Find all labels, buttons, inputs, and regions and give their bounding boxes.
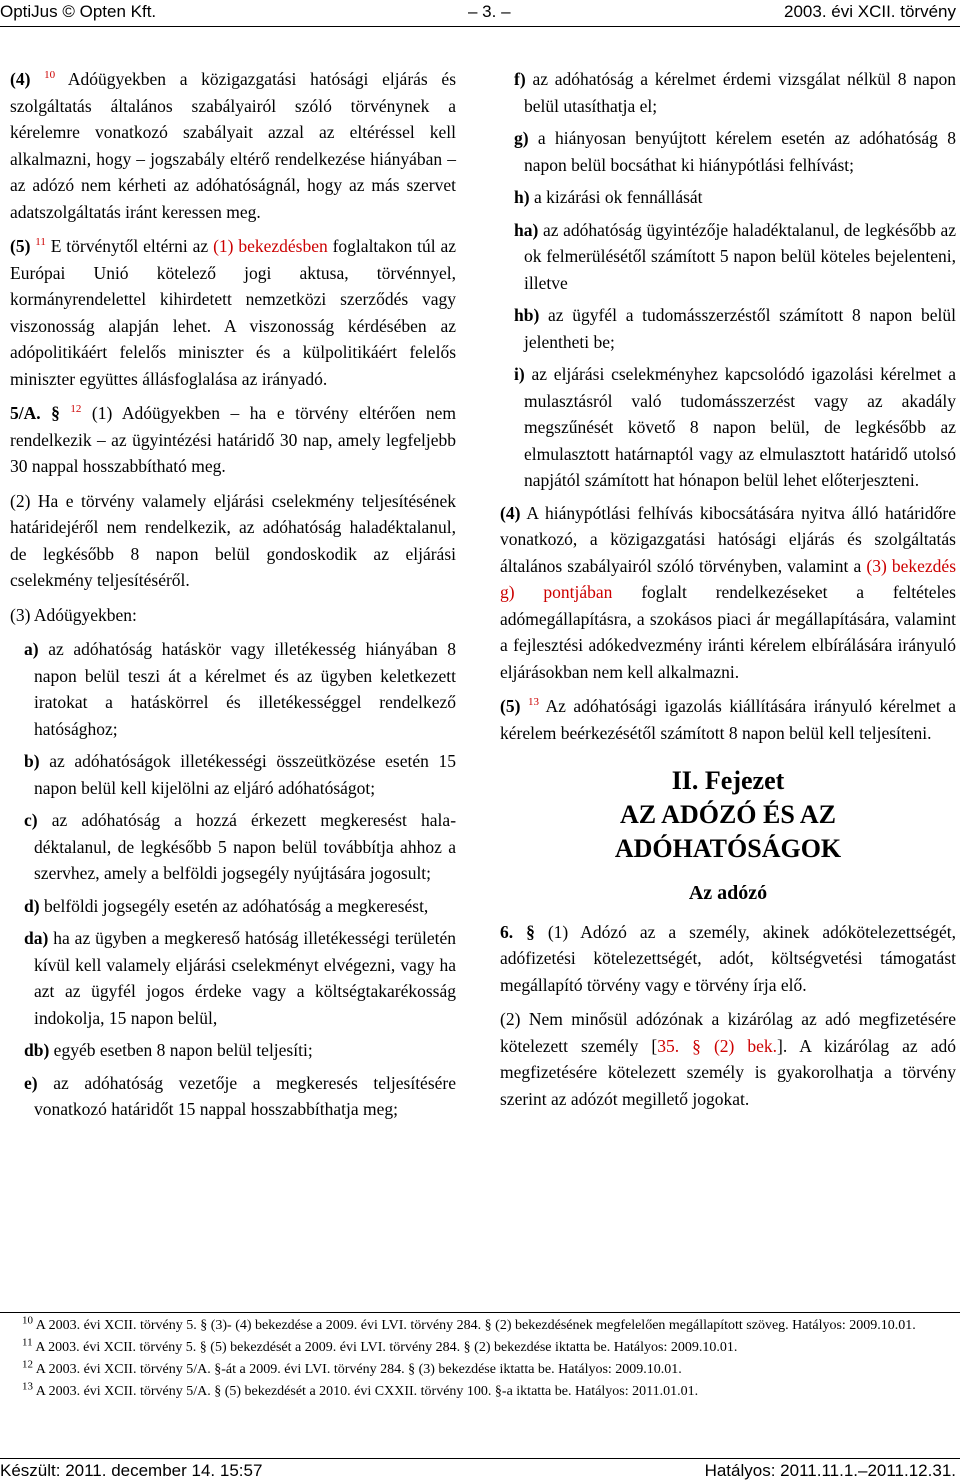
- left-column: [10, 66, 456, 1129]
- paragraph-text: E törvénytől eltérni az: [50, 236, 209, 256]
- item-label: ha): [514, 219, 539, 240]
- item-label: b): [24, 751, 40, 771]
- footer-rule: [0, 1458, 960, 1459]
- list-item: [500, 302, 956, 355]
- footnote: [0, 1316, 960, 1336]
- law-title: 2003. évi XCII. törvény: [784, 2, 956, 21]
- paragraph-text: foglaltakon túl az Európai Unió kötelező jogi aktusa, törvénnyel, kormányrendelettel kihirdetett nemzetközi szerződés vagy viszonosság alapján lehet. A viszonosság kérdésében az adópolitikáért felelős miniszter és a külpolitikáért felelős miniszter együttes állásfoglalása az irányadó.: [10, 236, 457, 389]
- paragraph-number: (4): [10, 69, 31, 89]
- paragraph-text: Az adóhatósági igazolás kiállítására irányuló kérelmet a kérelem beérkezésétől számított 8 napon belül kell teljesíteni.: [500, 696, 957, 743]
- chapter-number: II. Fejezet: [671, 766, 785, 795]
- paragraph-text: ]. A kizárólag az adó megfizetésére kötelezett személy is gyakorolhatja a törvény szerint az adózót megillető jogokat.: [500, 1035, 956, 1109]
- item-label: e): [24, 1072, 38, 1093]
- paragraph-text: Adóügyekben a közigazgatási hatósági eljárás és szolgáltatás általános szabályairól szóló törvénynek a kérelemre vonatkozó szabályait azzal az eltéréssel kell alkalmazni, hogy – jogszabály eltérő rendelkezése hiányában – az adózó nem kérheti az adóhatóságnál, hogy az más szervet adatszolgáltatás iránt keressen meg.: [10, 69, 456, 222]
- left-item-list: [10, 636, 456, 1123]
- paragraph-5: [10, 233, 456, 392]
- section-5a-paragraph-3: (3) Adóügyekben:: [10, 604, 137, 625]
- list-item: [10, 748, 456, 801]
- paragraph-text: foglalt rendelkezéseket a feltételes adómegállapításra, a szokásos piaci ár megállapítására, valamint a fejlesztési adókedvezmény iránti kérelem elbírálására irányuló eljárásokban nem kell alkalmazni.: [500, 582, 956, 682]
- section-number: 5/A. §: [10, 403, 60, 423]
- item-text: belföldi jogsegély esetén az adóhatóság a megkeresést,: [43, 895, 429, 916]
- footnote-number: 12: [22, 1358, 33, 1371]
- paragraph-5-right: [500, 693, 956, 746]
- footnote: [0, 1338, 960, 1358]
- cross-reference-link[interactable]: 35. § (2) bek.: [657, 1035, 778, 1056]
- list-item: [10, 1037, 456, 1064]
- chapter-title: ADÓHATÓSÁGOK: [614, 834, 842, 863]
- item-text: egyéb esetben 8 napon belül teljesíti;: [53, 1040, 313, 1060]
- footnote-number: 13: [22, 1380, 33, 1393]
- cross-reference-link[interactable]: (3) bekezdés g) pontjában: [500, 555, 957, 602]
- paragraph-number: (5): [10, 236, 31, 256]
- footnote-text: A 2003. évi XCII. törvény 5. § (5) bekezdését a 2009. évi LVI. törvény 284. § (2) bekezdése iktatta be. Hatályos: 2009.10.01.: [35, 1340, 738, 1355]
- footnote-text: A 2003. évi XCII. törvény 5. § (3)- (4) bekezdése a 2009. évi LVI. törvény 284. § (2) bekezdésének megfelelően megállapított szöveg. Hatályos: 2009.10.01.: [35, 1318, 916, 1333]
- item-label: db): [24, 1040, 50, 1060]
- item-text: az adóhatóság vezetője a megkeresés teljesítésére vonatkozó határidőt 15 nappal hosszabbíthatja meg;: [34, 1072, 456, 1119]
- page-number: – 3. –: [468, 2, 511, 21]
- section-5a-paragraph-2: (2) Ha e törvény valamely eljárási cselekmény teljesítésének határidejéről nem rendelkezik, az adóhatóság haladéktalanul, de legkésőbb 8 napon belül gondoskodik az eljárási cselekmény teljesítéséről.: [10, 490, 456, 590]
- footnote-ref[interactable]: 10: [44, 69, 56, 82]
- cross-reference-link[interactable]: (1) bekezdésben: [213, 236, 328, 256]
- subsection-title: Az adózó: [688, 882, 768, 904]
- item-text: a hiányosan benyújtott kérelem esetén az adóhatóság 8 napon belül bocsáthat ki hiánypótlási felhívást;: [524, 128, 957, 175]
- section-6-paragraph-2: [500, 1006, 956, 1112]
- footnote-number: 11: [22, 1336, 33, 1349]
- page-footer: [0, 1460, 960, 1484]
- paragraph-4: [10, 66, 456, 225]
- chapter-title: AZ ADÓZÓ ÉS AZ: [619, 800, 836, 829]
- item-text: az adóhatóság ügyintézője haladéktalanul, de legkésőbb az ok felmerülésétől számított 5 napon belül köteles bejelenteni, illetve: [524, 219, 956, 293]
- item-text: az eljárási cselekményhez kapcsolódó igazolási kérelmet a mulasztásról való tudomásszerzést vagy az akadály megszűnését követő 8 napon belül, de legkésőbb az elmulasztott határnaptól vagy az elmulasztott határidő utolsó napjától számított hat hónapon belül lehet előterjeszteni.: [524, 364, 956, 490]
- item-text: az ügyfél a tudomásszerzéstől számított 8 napon belül jelentheti be;: [524, 305, 956, 352]
- paragraph-text: A hiánypótlási felhívás kibocsátására nyitva álló határidőre vonatkozó, a közigazgatási hatósági eljárás és szolgáltatás általános szabályairól szóló törvényben, valamint a: [500, 502, 956, 576]
- item-label: f): [514, 69, 526, 89]
- item-label: a): [24, 639, 39, 659]
- list-item: [500, 184, 956, 211]
- item-label: hb): [514, 305, 540, 325]
- created-timestamp: Készült: 2011. december 14. 15:57: [0, 1461, 263, 1480]
- list-item: [10, 1070, 456, 1123]
- footnotes: [0, 1316, 960, 1404]
- item-label: c): [24, 810, 38, 830]
- paragraph-number: (4): [500, 502, 521, 523]
- item-label: i): [514, 364, 525, 384]
- footnote-rule: [0, 1312, 960, 1313]
- list-item: [500, 125, 956, 178]
- list-item: [500, 66, 956, 119]
- footnote-ref[interactable]: 11: [35, 236, 46, 249]
- list-item: [10, 807, 456, 887]
- footnote-number: 10: [22, 1314, 33, 1327]
- item-text: az adóhatóságok illetékességi összeütközése esetén 15 napon belül kell kijelölni az eljáró adóhatóságot;: [34, 751, 456, 798]
- footnote-ref[interactable]: 12: [70, 403, 82, 416]
- item-label: d): [24, 895, 40, 916]
- item-text: az adóhatóság hatáskör vagy illetékesség hiányában 8 napon belül teszi át a kérelmet és az ügyben keletkezett iratokat a hatáskörrel és illetékességgel rendelkező hatósághoz;: [34, 639, 456, 739]
- page-header: [0, 0, 960, 26]
- section-5a: [10, 400, 456, 480]
- item-text: az adóhatóság a kérelmet érdemi vizsgálat nélkül 8 napon belül utasíthatja el;: [524, 69, 957, 116]
- footnote: [0, 1360, 960, 1380]
- paragraph-number: (5): [500, 696, 521, 716]
- item-label: da): [24, 928, 49, 948]
- paragraph-text: (2) Nem minősül adózónak a kizárólag az adó megfizetésére kötelezett személy [: [500, 1009, 956, 1056]
- paragraph-text: (1) Adózó az a személy, akinek adókötelezettségét, adófizetési kötelezettségét, adót, költségvetési támogatást megállapító törvény vagy e törvény írja elő.: [500, 921, 956, 995]
- right-column: [500, 66, 956, 1120]
- publisher-label: OptiJus © Opten Kft.: [0, 2, 157, 21]
- footnote-text: A 2003. évi XCII. törvény 5/A. § (5) bekezdését a 2010. évi CXXII. törvény 100. §-a iktatta be. Hatályos: 2011.01.01.: [35, 1384, 699, 1399]
- list-item: [500, 361, 956, 494]
- footnote-ref[interactable]: 13: [527, 696, 539, 709]
- item-label: g): [514, 128, 529, 148]
- item-text: az adóhatóság a hozzá érkezett megkeresést haladéktalanul, de legkésőbb 5 napon belül továbbítja ahhoz a szervhez, amely a belföldi jogsegély nyújtására jogosult;: [34, 810, 457, 883]
- list-item: [500, 217, 956, 297]
- list-item: [10, 925, 456, 1031]
- item-text: ha az ügyben a megkereső hatóság illetékességi területén kívül kell valamely eljárási cselekményt elvégezni, vagy ha azt az ügyfél jogos érdeke vagy a költségtakarékosság indokolja, 15 napon belül,: [34, 928, 456, 1028]
- validity-period: Hatályos: 2011.11.1.–2011.12.31.: [704, 1461, 956, 1480]
- item-label: h): [514, 187, 530, 207]
- item-text: a kizárási ok fennállását: [533, 187, 703, 207]
- paragraph-text: (1) Adóügyekben – ha e törvény eltérően nem rendelkezik – az ügyintézési határidő 30 nap, amely legfeljebb 30 nappal hosszabbítható meg.: [10, 403, 457, 476]
- list-item: [10, 893, 456, 920]
- header-rule: [0, 26, 960, 27]
- footnote: [0, 1382, 960, 1402]
- section-number: 6. §: [500, 921, 535, 942]
- paragraph-4-right: [500, 500, 956, 686]
- chapter-heading: [500, 764, 956, 866]
- list-item: [10, 636, 456, 742]
- right-item-list: [500, 66, 956, 494]
- section-6: [500, 919, 956, 999]
- footnote-text: A 2003. évi XCII. törvény 5/A. §-át a 2009. évi LVI. törvény 284. § (3) bekezdése iktatta be. Hatályos: 2009.10.01.: [35, 1362, 682, 1377]
